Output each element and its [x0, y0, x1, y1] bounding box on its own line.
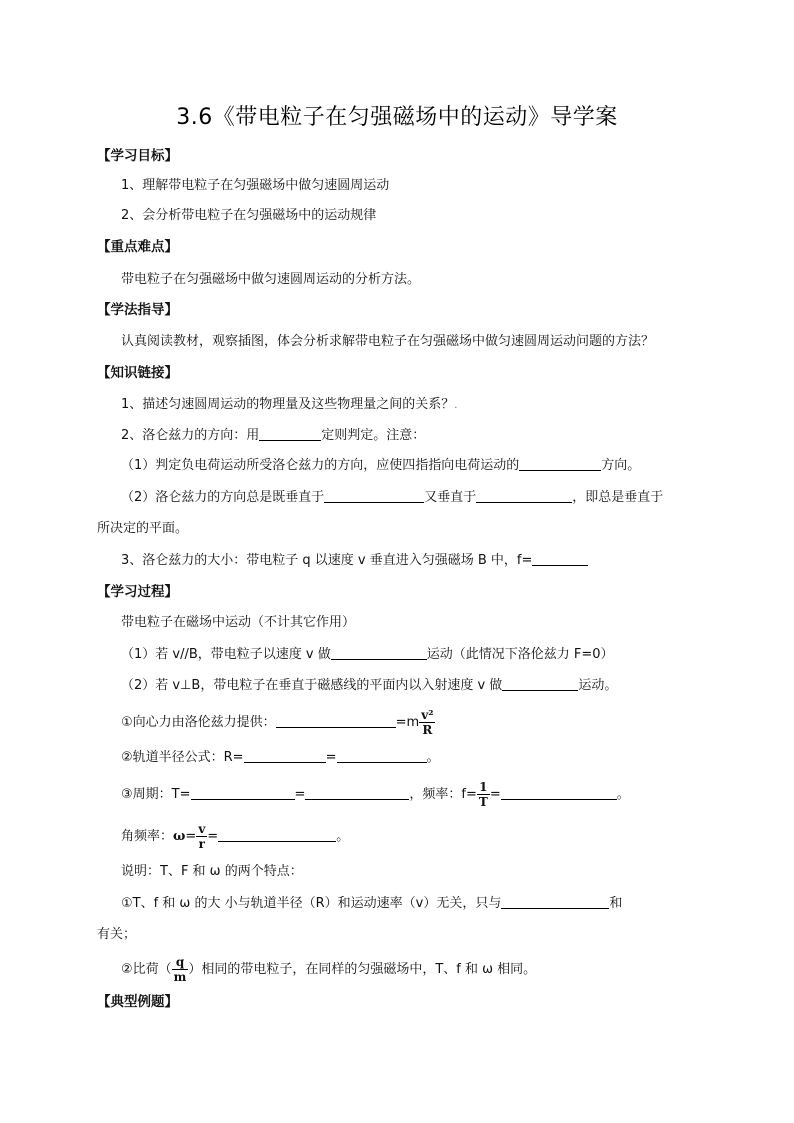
fill-blank[interactable] — [324, 488, 424, 503]
link-text: （1）判定负电荷运动所受洛仑兹力的方向，应使四指指向电荷运动的 — [121, 458, 520, 473]
section-method: 【学法指导】 — [97, 302, 178, 318]
fraction-v-over-r — [196, 822, 207, 851]
process-text: = — [185, 829, 197, 844]
fill-blank[interactable] — [259, 426, 321, 441]
link-text: 定则判定。注意： — [321, 428, 426, 443]
key-text: 带电粒子在匀强磁场中做匀速圆周运动的分析方法。 — [121, 272, 421, 287]
process-text: 角频率： — [121, 829, 174, 844]
process-text: 。 — [336, 829, 350, 844]
process-text: ）相同的带电粒子，在同样的匀强磁场中，T、f 和 ω 相同。 — [188, 962, 537, 977]
fill-blank[interactable] — [276, 713, 396, 728]
section-key: 【重点难点】 — [97, 239, 178, 255]
link-text: 1、描述匀速圆周运动的物理量及这些物理量之间的关系？ — [121, 397, 455, 412]
period-line — [121, 780, 630, 810]
process-text: 。 — [616, 787, 630, 802]
process-text: = — [294, 787, 306, 802]
dot-mark: . — [454, 400, 458, 411]
link-text: ，即总是垂直于 — [572, 490, 664, 505]
fill-blank[interactable] — [519, 456, 601, 471]
process-text: =m — [395, 715, 420, 730]
section-goals: 【学习目标】 — [97, 148, 178, 164]
link-line-2 — [121, 426, 425, 446]
process-text: 和 — [609, 896, 623, 911]
feature-1-line — [121, 894, 622, 914]
fill-blank[interactable] — [501, 785, 617, 800]
section-examples: 【典型例题】 — [97, 994, 178, 1010]
feature-1-continued: 有关； — [97, 927, 137, 942]
fill-blank[interactable] — [331, 645, 427, 660]
link-line-5: 所决定的平面。 — [97, 521, 189, 536]
process-text: （1）若 v//B，带电粒子以速度 v 做 — [121, 647, 331, 662]
feature-2-line — [121, 955, 536, 985]
link-text: 2、洛仑兹力的方向：用 — [121, 428, 260, 443]
process-text: 运动。 — [578, 678, 618, 693]
process-text: 。 — [426, 750, 440, 765]
fill-blank[interactable] — [502, 676, 578, 691]
link-text: 方向。 — [601, 458, 641, 473]
fill-blank[interactable] — [191, 785, 295, 800]
link-text: 又垂直于 — [424, 490, 477, 505]
fraction-numerator: v — [198, 822, 206, 836]
process-text: ②比荷（ — [121, 962, 172, 977]
process-case-2 — [121, 676, 617, 696]
process-text: ①向心力由洛伦兹力提供： — [121, 715, 276, 730]
method-text: 认真阅读教材，观察插图，体会分析求解带电粒子在匀强磁场中做匀速圆周运动问题的方法？ — [121, 334, 655, 349]
fraction-1-over-t — [477, 780, 490, 809]
process-text: = — [207, 829, 219, 844]
link-text: 3、洛仑兹力的大小：带电粒子 q 以速度 v 垂直进入匀强磁场 B 中，f= — [121, 553, 533, 568]
omega-symbol: ω — [173, 829, 186, 844]
fraction-numerator: v² — [421, 708, 434, 722]
fraction-denominator: R — [419, 722, 435, 737]
fraction-v2-over-r — [419, 708, 435, 737]
fraction-q-over-m — [172, 955, 189, 984]
process-case-1 — [121, 645, 614, 665]
link-line-6 — [121, 551, 588, 571]
fill-blank[interactable] — [305, 785, 409, 800]
section-link: 【知识链接】 — [97, 365, 178, 381]
process-text: ，频率：f= — [409, 787, 477, 802]
process-text: = — [489, 787, 501, 802]
process-text: = — [325, 750, 337, 765]
fill-blank[interactable] — [244, 748, 326, 763]
fraction-denominator: T — [478, 795, 488, 809]
fill-blank[interactable] — [337, 748, 427, 763]
fraction-denominator: r — [196, 836, 207, 851]
link-line-1 — [121, 395, 457, 416]
fraction-numerator: q — [175, 955, 185, 969]
goal-item: 1、理解带电粒子在匀强磁场中做匀速圆周运动 — [121, 178, 390, 193]
process-text: ③周期：T= — [121, 787, 191, 802]
process-intro: 带电粒子在磁场中运动（不计其它作用） — [121, 615, 356, 630]
process-text: ②轨道半径公式：R= — [121, 750, 244, 765]
fraction-denominator: m — [173, 970, 187, 984]
page-title: 3.6《带电粒子在匀强磁场中的运动》导学案 — [176, 105, 618, 130]
process-text: （2）若 v⊥B，带电粒子在垂直于磁感线的平面内以入射速度 v 做 — [121, 678, 503, 693]
link-line-3 — [121, 456, 640, 476]
centripetal-force-line — [121, 708, 435, 738]
fill-blank[interactable] — [476, 488, 572, 503]
goal-item: 2、会分析带电粒子在匀强磁场中的运动规律 — [121, 208, 377, 223]
note-line: 说明：T、F 和 ω 的两个特点： — [121, 864, 303, 879]
fill-blank[interactable] — [501, 894, 609, 909]
process-text: ①T、f 和 ω 的大 小与轨道半径（R）和运动速率（v）无关，只与 — [121, 896, 502, 911]
process-text: 运动（此情况下洛伦兹力 F=0） — [426, 647, 614, 662]
link-line-4 — [121, 488, 663, 508]
fill-blank[interactable] — [218, 827, 336, 842]
fraction-numerator: 1 — [479, 780, 488, 794]
section-process: 【学习过程】 — [97, 584, 178, 600]
radius-formula-line — [121, 748, 440, 768]
link-text: （2）洛仑兹力的方向总是既垂直于 — [121, 490, 325, 505]
angular-frequency-line — [121, 822, 349, 852]
fill-blank[interactable] — [532, 551, 588, 566]
